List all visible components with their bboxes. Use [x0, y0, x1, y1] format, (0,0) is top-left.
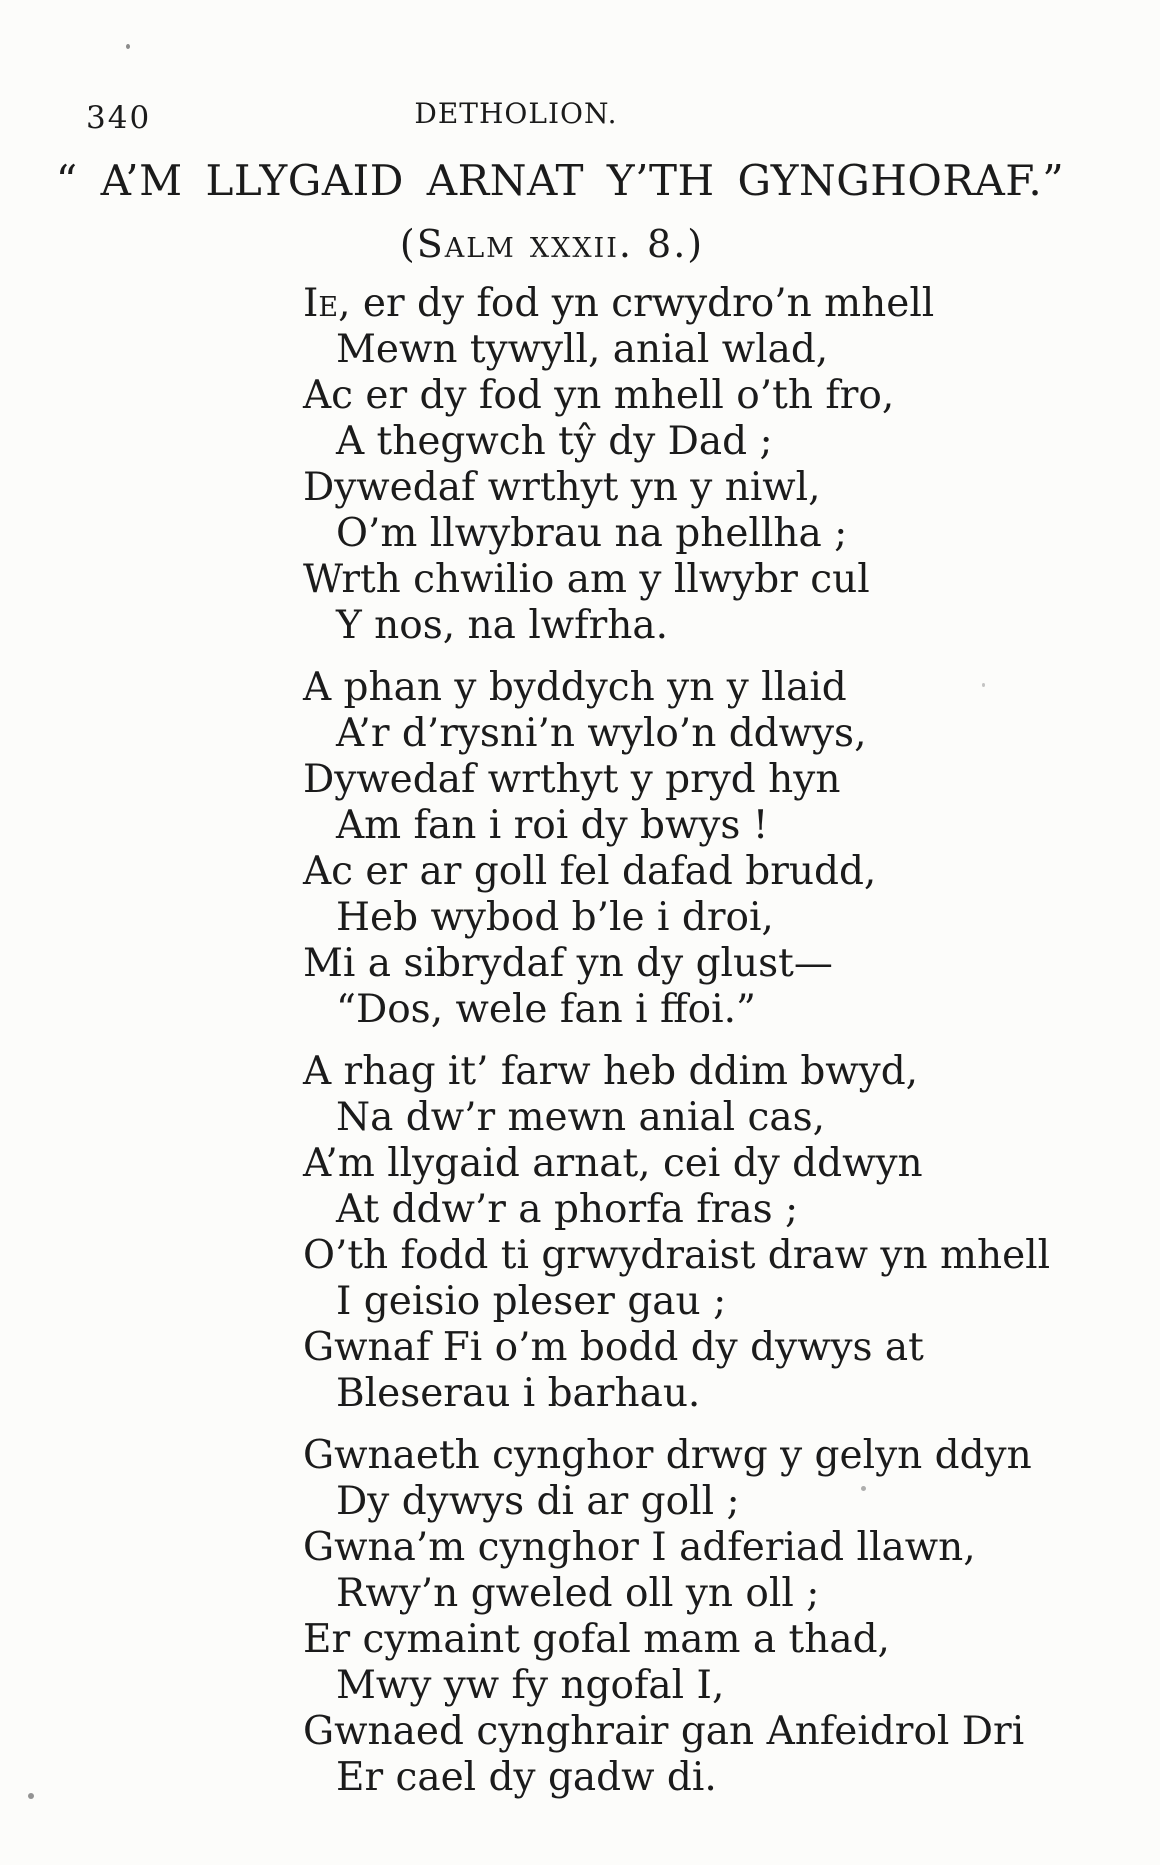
- poem-line: Gwnaeth cynghor drwg y gelyn ddyn: [303, 1433, 1032, 1478]
- poem-line: A rhag it’ farw heb ddim bwyd,: [303, 1049, 919, 1094]
- poem-line: Heb wybod b’le i droi,: [336, 895, 774, 940]
- poem-line: A’r d’rysni’n wylo’n ddwys,: [336, 711, 867, 756]
- poem-line: A’m llygaid arnat, cei dy ddwyn: [303, 1141, 923, 1186]
- running-head: DETHOLION.: [414, 97, 618, 130]
- poem-title: “ A’M LLYGAID ARNAT Y’TH GYNGHORAF.”: [55, 156, 1065, 205]
- poem-line: Dywedaf wrthyt yn y niwl,: [303, 465, 821, 510]
- poem-line: Y nos, na lwfrha.: [336, 603, 669, 648]
- poem-line-lead: Ie,: [303, 281, 351, 326]
- poem-line: “Dos, wele fan i ffoi.”: [336, 987, 756, 1032]
- poem-line: Na dw’r mewn anial cas,: [336, 1095, 825, 1140]
- poem-line: Ac er dy fod yn mhell o’th fro,: [303, 373, 895, 418]
- poem-line: A phan y byddych yn y llaid: [303, 665, 847, 710]
- scan-speck: [28, 1793, 34, 1799]
- poem-line: Dy dywys di ar goll ;: [336, 1479, 740, 1524]
- poem-line: Dywedaf wrthyt y pryd hyn: [303, 757, 841, 802]
- poem-line: Bleserau i barhau.: [336, 1371, 701, 1416]
- stanza-3: [303, 1049, 1050, 1417]
- poem-line: Gwnaf Fi o’m bodd dy dywys at: [303, 1325, 924, 1370]
- page-number: 340: [86, 100, 152, 136]
- scan-speck: [126, 44, 130, 49]
- stanza-1: [303, 281, 1050, 649]
- poem-line: Ac er ar goll fel dafad brudd,: [303, 849, 877, 894]
- poem-line: Gwnaed cynghrair gan Anfeidrol Dri: [303, 1709, 1025, 1754]
- poem-line: A thegwch tŷ dy Dad ;: [336, 419, 773, 464]
- poem-line: Gwna’m cynghor I adferiad llawn,: [303, 1525, 976, 1570]
- poem-line: O’m llwybrau na phellha ;: [336, 511, 848, 556]
- poem-line: Er cael dy gadw di.: [336, 1755, 717, 1800]
- poem-line-rest: er dy fod yn crwydro’n mhell: [350, 281, 935, 326]
- poem-line: Mewn tywyll, anial wlad,: [336, 327, 829, 372]
- poem-line: Mwy yw fy ngofal I,: [336, 1663, 725, 1708]
- poem-line: O’th fodd ti grwydraist draw yn mhell: [303, 1233, 1051, 1278]
- poem-line: [303, 281, 1050, 327]
- poem-line: Wrth chwilio am y llwybr cul: [303, 557, 870, 602]
- stanza-4: [303, 1433, 1050, 1801]
- poem-subtitle: (Salm xxxii. 8.): [399, 222, 705, 266]
- stanza-2: [303, 665, 1050, 1033]
- poem-line: Am fan i roi dy bwys !: [336, 803, 769, 848]
- poem-line: Rwy’n gweled oll yn oll ;: [336, 1571, 820, 1616]
- poem-line: Mi a sibrydaf yn dy glust—: [303, 941, 833, 986]
- poem-line: I geisio pleser gau ;: [336, 1279, 727, 1324]
- poem-line: Er cymaint gofal mam a thad,: [303, 1617, 890, 1662]
- poem-line: At ddw’r a phorfa fras ;: [336, 1187, 799, 1232]
- poem-body: [303, 281, 1050, 1801]
